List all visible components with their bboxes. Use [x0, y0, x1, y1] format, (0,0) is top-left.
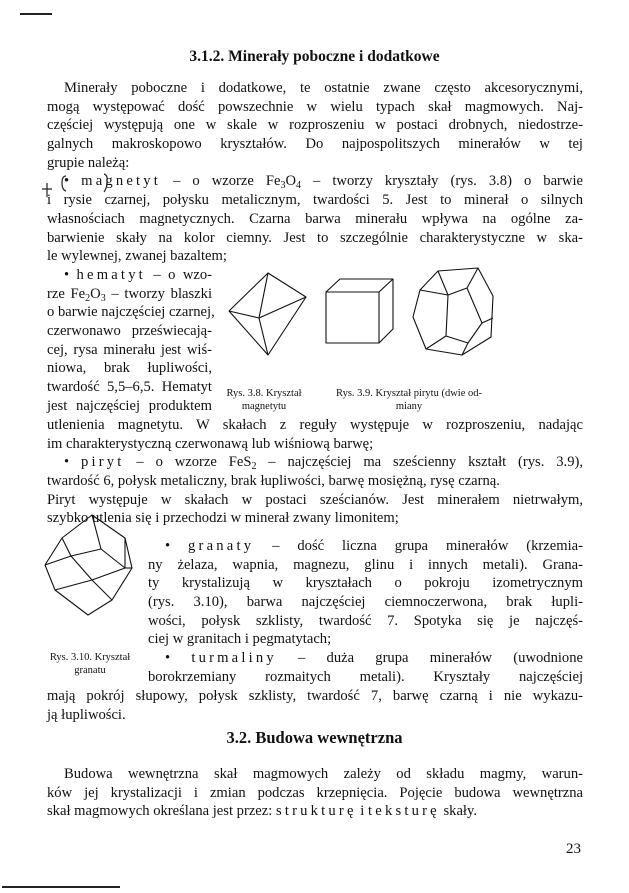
text-run: utlenienia magnetytu. W skałach z reguły występuje w rozproszeniu, nadając [47, 417, 583, 433]
caption-line: Rys. 3.8. Kryształ [226, 388, 302, 399]
text-run: ty krystalizują w kryształach o pokroju izometrycznym [148, 575, 583, 592]
text-run: Minerały poboczne i dodatkowe, te ostatnie zwane często akcesorycznymi, [64, 80, 583, 96]
text-run: • [64, 173, 82, 190]
subscript: 4 [296, 180, 302, 192]
text-run: – najczęściej ma sześcienny kształt (rys. 3.9), [256, 454, 583, 471]
text-run: i [356, 803, 369, 820]
text-run: (rys. 3.10), barwa najczęściej ciemnoczerwona, brak łupli- [148, 594, 583, 611]
text-run: częściej występują one w skale w rozproszeniu w postaci drobnych, niedostrze- [47, 117, 583, 134]
text-run: • [165, 650, 192, 667]
caption-line: magnetytu [241, 401, 287, 412]
text-run: ny żelaza, wapnia, magnezu, glinu i innych metali). Grana- [148, 556, 583, 573]
caption-line: Rys. 3.10. Kryształ [49, 652, 131, 663]
mineral-term: magnetyt [81, 173, 162, 190]
text-run: ków jej krystalizacji i zmian podczas krzepnięcia. Pojęcie budowa wewnętrzna [47, 784, 583, 801]
text-run: – o wzorze FeS [124, 454, 252, 471]
text-run: • [64, 454, 81, 471]
text-run: ją łupliwości. [47, 706, 126, 723]
text-run: o barwie najczęściej czarnej, [47, 304, 215, 321]
section-title: 3.1.2. Minerały poboczne i dodatkowe [189, 48, 440, 65]
text-run: – o wzo- [145, 267, 212, 283]
text-run: Budowa wewnętrzna skał magmowych zależy od składu magmy, warun- [64, 766, 583, 782]
mineral-term: strukturę [275, 803, 357, 820]
text-run: – tworzy blaszki [105, 285, 213, 302]
text-run: mogą występować dość powszechnie w wielu typach skał magmowych. Naj- [47, 98, 583, 115]
text-run: szybko utlenia się i przechodzi w minerał zwany limonitem; [47, 510, 399, 527]
text-run: im charakterystyczną czerwonawą lub wiśniową barwę; [47, 435, 374, 452]
text-run: wości, połysk szklisty, twardość 7. Spotyka się je najczęś- [148, 612, 583, 629]
text-run: mają pokrój słupowy, połysk szklisty, twardość 7, barwę czarną i nie wykazu- [47, 688, 583, 704]
text-run: ciej w granitach i pegmatytach; [148, 631, 332, 648]
section-heading-3-2: 3.2. Budowa wewnętrzna [226, 728, 403, 747]
text-run: O [285, 173, 297, 190]
page-number: 23 [566, 841, 581, 857]
mineral-term: piryt [80, 454, 125, 471]
caption-line: granatu [74, 665, 106, 676]
subscript: 3 [280, 180, 286, 192]
text-run: galnych makroskopowo kryształów. Do najpospolitszych minerałów w tej [47, 136, 583, 153]
caption-fig-3-10 [40, 651, 140, 677]
text-run: rze Fe [47, 285, 86, 302]
text-run: le wylewnej, zwanej bazaltem; [47, 248, 227, 265]
mineral-term: teksturę [368, 803, 440, 820]
mineral-term: hematyt [76, 267, 146, 283]
subscript: 2 [251, 461, 257, 473]
caption-line: Rys. 3.9. Kryształ pirytu (dwie od- [336, 388, 482, 399]
subscript: 2 [85, 292, 91, 304]
caption-fig-3-9 [318, 387, 500, 413]
text-run: O [90, 285, 101, 302]
mineral-term: granaty [188, 538, 255, 554]
text-run: Piryt występuje w skałach w postaci sześcianów. Jest minerałem nietrwałym, [47, 491, 583, 508]
text-run: twardość 5,5–6,5. Hematyt [47, 379, 212, 396]
text-run: – duża grupa minerałów (uwodnione [276, 650, 584, 667]
text-run: – o wzorze Fe [161, 173, 281, 190]
text-run: twardość 6, połysk metaliczny, brak łupliwości, barwę mosiężną, rysę czarną. [47, 473, 500, 490]
text-run: czerwonawo przeświecają- [47, 323, 212, 340]
subscript: 3 [100, 292, 106, 304]
caption-line: miany [395, 401, 423, 412]
text-run: niowa, brak łupliwości, [47, 360, 212, 377]
text-run: własnościach magnetycznych. Czarna barwa minerału wpływa na ogólne za- [47, 210, 583, 227]
text-run: – tworzy kryształy (rys. 3.8) o barwie [301, 173, 583, 190]
text-run: barwienie skały na kolor ciemny. Jest to szczególnie charakterystyczne w ska- [47, 229, 583, 246]
text-run: skał magmowych określana jest przez: [47, 803, 276, 820]
text-run: i rysie czarnej, połysku metalicznym, twardości 5. Jest to minerał o silnych [47, 192, 583, 209]
text-run: grupie należą: [47, 154, 130, 171]
caption-fig-3-8 [214, 387, 314, 413]
text-run: • [165, 538, 189, 554]
text-run: jest najczęściej produktem [47, 397, 212, 414]
text-run: • [64, 267, 77, 283]
text-run: skały. [439, 803, 477, 820]
text-run: cej, rysa minerału jest wiś- [47, 341, 212, 358]
mineral-term: turmaliny [191, 650, 277, 667]
text-run: – dość liczna grupa minerałów (krzemia- [254, 538, 583, 554]
text-run: borokrzemiany rozmaitych metali). Kryształy najczęściej [148, 668, 583, 685]
